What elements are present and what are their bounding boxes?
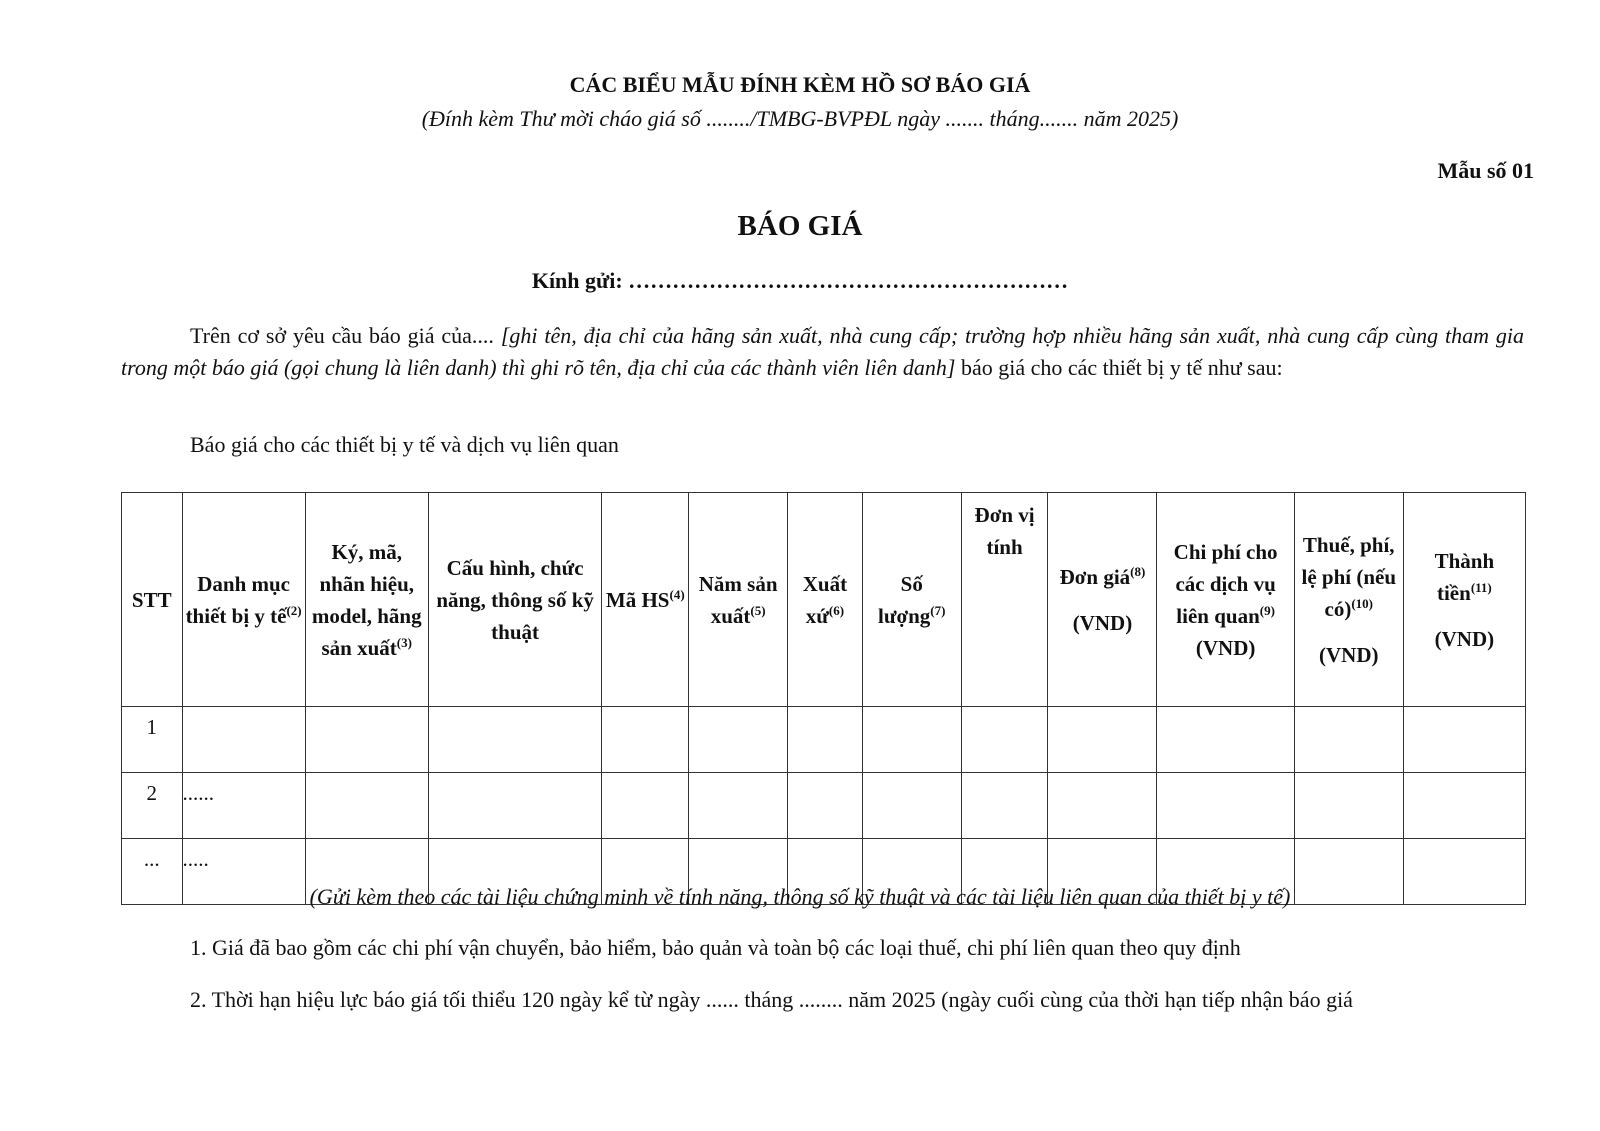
term-item-2: 2. Thời hạn hiệu lực báo giá tối thiểu 120 ngày kể từ ngày ...... tháng ........ năm 2025 (ngày cuối cùng của thời hạn tiếp nhận báo giá bbox=[190, 987, 1353, 1012]
intro-text-start: Trên cơ sở yêu cầu báo giá của.... bbox=[190, 323, 501, 348]
table-cell bbox=[428, 773, 602, 839]
table-cell bbox=[1048, 773, 1157, 839]
table-cell bbox=[862, 707, 961, 773]
intro-italic-instruction: [ghi tên, địa chỉ của hãng sản xuất, nhà cung cấp; trường hợp nhiều hãng sản xuất, nhà cung cấp cùng tham gia trong một báo giá (gọi chung là liên danh) thì ghi rõ tên, địa chỉ của các thành viên liên danh] bbox=[121, 323, 1524, 380]
row-device-name bbox=[182, 707, 305, 773]
intro-paragraph bbox=[121, 320, 1524, 384]
header-hs-code: Mã HS$^{(4)}$ bbox=[602, 493, 689, 707]
table-cell bbox=[305, 773, 428, 839]
table-cell bbox=[1048, 707, 1157, 773]
recipient-line: Kính gửi: …………………………………………………… bbox=[531, 268, 1069, 293]
table-cell bbox=[788, 773, 863, 839]
table-cell bbox=[1403, 707, 1525, 773]
header-origin: Xuất xứ$^{(6)}$ bbox=[788, 493, 863, 707]
header-brand-model: Ký, mã, nhãn hiệu, model, hãng sản xuất$^{(3)}$ bbox=[305, 493, 428, 707]
table-cell bbox=[961, 707, 1048, 773]
table-cell bbox=[1294, 707, 1403, 773]
header-device-list: Danh mục thiết bị y tế$^{(2)}$ bbox=[182, 493, 305, 707]
table-header-row bbox=[122, 493, 1526, 707]
row-device-name: ...... bbox=[182, 773, 305, 839]
header-unit-price: Đơn giá$^{(8)}$ (VND) bbox=[1048, 493, 1157, 707]
header-service-cost: Chi phí cho các dịch vụ liên quan$^{(9)}$ (VND) bbox=[1157, 493, 1294, 707]
header-total: Thành tiền$^{(11)}$ (VND) bbox=[1403, 493, 1525, 707]
header-tax-fee: Thuế, phí, lệ phí (nếu có)$^{(10)}$ (VND) bbox=[1294, 493, 1403, 707]
table-cell bbox=[602, 707, 689, 773]
forms-subtitle: (Đính kèm Thư mời cháo giá số ......../TMBG-BVPĐL ngày ....... tháng....... năm 2025) bbox=[421, 106, 1179, 131]
table-cell bbox=[689, 707, 788, 773]
table-cell bbox=[961, 773, 1048, 839]
table-cell bbox=[428, 707, 602, 773]
table-cell bbox=[602, 773, 689, 839]
header-unit: Đơn vị tính bbox=[961, 493, 1048, 707]
table-cell bbox=[788, 707, 863, 773]
row-stt: 1 bbox=[122, 707, 183, 773]
term-item-1: 1. Giá đã bao gồm các chi phí vận chuyển, bảo hiểm, bảo quản và toàn bộ các loại thuế, chi phí liên quan theo quy định bbox=[190, 935, 1241, 960]
row-stt: 2 bbox=[122, 773, 183, 839]
quotation-table bbox=[121, 492, 1526, 905]
table-cell bbox=[1157, 773, 1294, 839]
header-quantity: Số lượng$^{(7)}$ bbox=[862, 493, 961, 707]
intro-text-end: báo giá cho các thiết bị y tế như sau: bbox=[955, 355, 1283, 380]
table-row bbox=[122, 707, 1526, 773]
row-device-name: ..... bbox=[182, 839, 305, 905]
form-number: Mẫu số 01 bbox=[1437, 158, 1534, 183]
table-cell bbox=[1157, 707, 1294, 773]
table-row bbox=[122, 773, 1526, 839]
header-specifications: Cấu hình, chức năng, thông số kỹ thuật bbox=[428, 493, 602, 707]
table-cell bbox=[862, 773, 961, 839]
document-title: BÁO GIÁ bbox=[737, 210, 863, 242]
table-cell bbox=[689, 773, 788, 839]
table-cell bbox=[305, 707, 428, 773]
table-cell bbox=[1403, 773, 1525, 839]
forms-heading: CÁC BIỂU MẪU ĐÍNH KÈM HỒ SƠ BÁO GIÁ bbox=[569, 72, 1031, 97]
header-stt: STT bbox=[122, 493, 183, 707]
header-manufacture-year: Năm sản xuất$^{(5)}$ bbox=[689, 493, 788, 707]
table-caption: Báo giá cho các thiết bị y tế và dịch vụ liên quan bbox=[190, 432, 619, 457]
row-stt: ... bbox=[122, 839, 183, 905]
table-cell bbox=[1294, 773, 1403, 839]
attachment-note: (Gửi kèm theo các tài liệu chứng minh về tính năng, thông số kỹ thuật và các tài liệu liên quan của thiết bị y tế) bbox=[309, 884, 1291, 909]
